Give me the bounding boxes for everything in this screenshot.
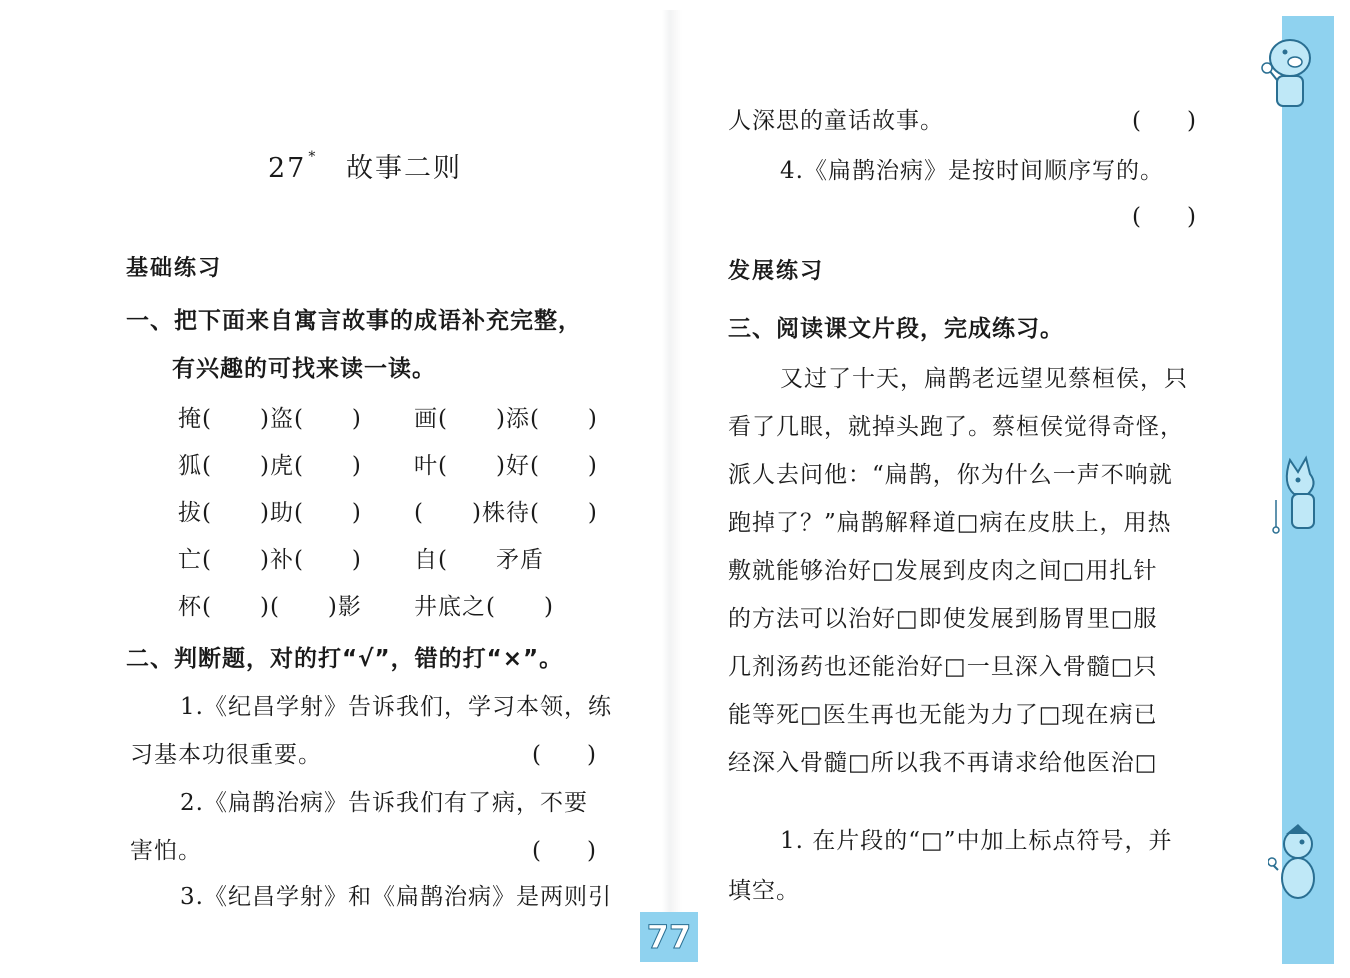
- judge-1-line-2: 习基本功很重要。: [130, 742, 322, 768]
- page-gutter: [662, 10, 682, 950]
- passage-line: 跑掉了？”扁鹊解释道□病在皮肤上，用热: [728, 510, 1172, 536]
- passage-line: 的方法可以治好□即使发展到肠胃里□服: [728, 606, 1158, 632]
- answer-paren[interactable]: ( ): [1132, 204, 1196, 230]
- judge-1-line-1: 1.《纪昌学射》告诉我们，学习本领，练: [180, 694, 612, 720]
- question-3: 三、阅读课文片段，完成练习。: [728, 316, 1064, 342]
- answer-paren[interactable]: ( ): [1132, 108, 1196, 134]
- idiom-item: 拔( )助( ): [178, 500, 362, 526]
- lesson-mark: *: [308, 149, 318, 165]
- question-1-line-2: 有兴趣的可找来读一读。: [172, 356, 436, 382]
- page-number: 77: [640, 912, 698, 962]
- passage-line: 经深入骨髓□所以我不再请求给他医治□: [728, 750, 1158, 776]
- question-1-line-1: 一、把下面来自寓言故事的成语补充完整，: [126, 308, 582, 334]
- idiom-item: 亡( )补( ): [178, 547, 362, 573]
- idiom-item: 掩( )盗( ): [178, 406, 362, 432]
- idiom-item: 画( )添( ): [414, 406, 598, 432]
- judge-2-line-1: 2.《扁鹊治病》告诉我们有了病，不要: [180, 790, 588, 816]
- idiom-item: 叶( )好( ): [414, 453, 598, 479]
- bird-cartoon-icon: [1268, 820, 1328, 910]
- passage-line: 敷就能够治好□发展到皮肉之间□用扎针: [728, 558, 1158, 584]
- judge-2-line-2: 害怕。: [130, 838, 202, 864]
- task-1-line-2: 填空。: [728, 878, 800, 904]
- passage-line: 能等死□医生再也无能为力了□现在病已: [728, 702, 1158, 728]
- judge-3-line-2: 人深思的童话故事。: [728, 108, 944, 134]
- idiom-item: 狐( )虎( ): [178, 453, 362, 479]
- judge-4-line-1: 4.《扁鹊治病》是按时间顺序写的。: [780, 158, 1164, 184]
- judge-3-line-1: 3.《纪昌学射》和《扁鹊治病》是两则引: [180, 884, 612, 910]
- passage-line: 派人去问他：“扁鹊，你为什么一声不响就: [728, 462, 1173, 488]
- section-basic-practice: 基础练习: [126, 256, 223, 281]
- answer-paren[interactable]: ( ): [532, 838, 596, 864]
- lesson-title: [268, 146, 462, 185]
- wolf-cartoon-icon: [1268, 450, 1328, 540]
- idiom-item: 自( 矛盾: [414, 547, 544, 573]
- passage-line: 又过了十天，扁鹊老远望见蔡桓侯，只: [780, 366, 1188, 392]
- answer-paren[interactable]: ( ): [532, 742, 596, 768]
- lesson-number: 27: [268, 153, 307, 184]
- lesson-name: 故事二则: [345, 153, 462, 184]
- task-1-line-1: 1. 在片段的“□”中加上标点符号，并: [780, 828, 1173, 854]
- pig-cartoon-icon: [1255, 30, 1315, 120]
- question-2: 二、判断题，对的打“√”，错的打“×”。: [126, 646, 564, 672]
- section-development-practice: 发展练习: [728, 259, 825, 284]
- passage-line: 几剂汤药也还能治好□一旦深入骨髓□只: [728, 654, 1158, 680]
- passage-line: 看了几眼，就掉头跑了。蔡桓侯觉得奇怪，: [728, 414, 1184, 440]
- idiom-item: ( )株待( ): [414, 500, 598, 526]
- idiom-item: 杯( )( )影: [178, 594, 362, 620]
- idiom-item: 井底之( ): [414, 594, 554, 620]
